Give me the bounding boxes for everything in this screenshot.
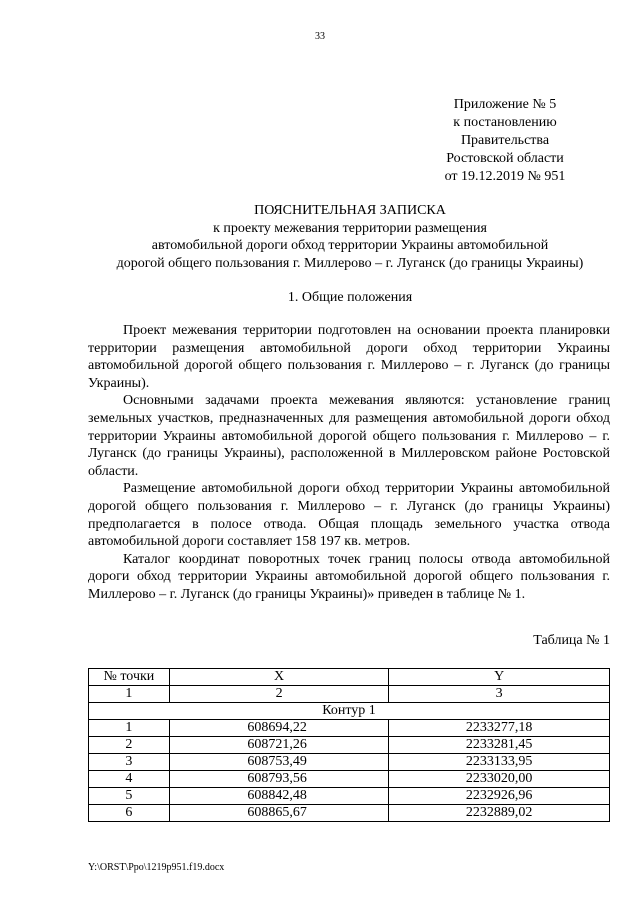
header-x: X: [169, 669, 389, 686]
x-coordinate: 608793,56: [169, 771, 389, 788]
y-coordinate: 2232926,96: [389, 788, 610, 805]
appendix-block: [400, 96, 610, 186]
paragraph: Проект межевания территории подготовлен на основании проекта планировки территории размещения автомобильной дороги обход территории Украины автомобильной дорогой общего пользования г. Миллерово – г. Луганск (до границы Украины).: [88, 323, 610, 391]
table-row: [89, 737, 610, 754]
column-number: 2: [169, 686, 389, 703]
column-number-row: [89, 686, 610, 703]
y-coordinate: 2233133,95: [389, 754, 610, 771]
table-row: [89, 720, 610, 737]
contour-label: Контур 1: [89, 703, 610, 720]
table-row: [89, 771, 610, 788]
y-coordinate: 2233277,18: [389, 720, 610, 737]
document-title: [88, 202, 612, 272]
point-number: 5: [89, 788, 170, 805]
point-number: 1: [89, 720, 170, 737]
table-row: [89, 788, 610, 805]
x-coordinate: 608842,48: [169, 788, 389, 805]
title-line: автомобильной дороги обход территории Украины автомобильной: [151, 238, 549, 253]
y-coordinate: 2233020,00: [389, 771, 610, 788]
x-coordinate: 608753,49: [169, 754, 389, 771]
point-number: 2: [89, 737, 170, 754]
section-heading: 1. Общие положения: [287, 290, 413, 305]
table-row: [89, 805, 610, 822]
column-number: 3: [389, 686, 610, 703]
contour-row: [89, 703, 610, 720]
paragraph: Каталог координат поворотных точек границ полосы отвода автомобильной дороги обход территории Украины автомобильной дорогой общего пользования г. Миллерово – г. Луганск (до границы Украины)» приведен в таблице № 1.: [88, 551, 610, 602]
header-point-number: № точки: [89, 669, 170, 686]
y-coordinate: 2233281,45: [389, 737, 610, 754]
appendix-line: от 19.12.2019 № 951: [444, 169, 566, 184]
page-number: 33: [315, 31, 325, 42]
footer-file-path: Y:\ORST\Ppo\1219p951.f19.docx: [88, 862, 225, 873]
table-row: [89, 754, 610, 771]
table-caption: Таблица № 1: [533, 633, 610, 648]
column-number: 1: [89, 686, 170, 703]
title-heading: ПОЯСНИТЕЛЬНАЯ ЗАПИСКА: [254, 203, 446, 218]
body-text: [88, 322, 610, 604]
appendix-line: Ростовской области: [446, 151, 564, 166]
coordinates-table: [88, 668, 610, 822]
appendix-line: Правительства: [460, 133, 550, 148]
y-coordinate: 2232889,02: [389, 805, 610, 822]
point-number: 6: [89, 805, 170, 822]
table-header-row: [89, 669, 610, 686]
appendix-line: Приложение № 5: [453, 97, 557, 112]
appendix-line: к постановлению: [453, 115, 557, 130]
title-line: к проекту межевания территории размещения: [213, 220, 487, 236]
title-line: дорогой общего пользования г. Миллерово – г. Луганск (до границы Украины): [116, 255, 584, 271]
x-coordinate: 608865,67: [169, 805, 389, 822]
x-coordinate: 608721,26: [169, 737, 389, 754]
x-coordinate: 608694,22: [169, 720, 389, 737]
paragraph: Размещение автомобильной дороги обход территории Украины автомобильной дорогой общего пользования г. Миллерово – г. Луганск (до границы Украины) предполагается в полосе отвода. Общая площадь земельного участка отвода автомобильной дороги составляет 158 197 кв. метров.: [88, 481, 610, 550]
point-number: 3: [89, 754, 170, 771]
point-number: 4: [89, 771, 170, 788]
header-y: Y: [389, 669, 610, 686]
paragraph: Основными задачами проекта межевания являются: установление границ земельных участков, предназначенных для размещения автомобильной дороги обход территории Украины автомобильной дорогой общего пользования г. Миллерово – г. Луганск (до границы Украины), расположенной в Миллеровском районе Ростовской области.: [88, 393, 610, 479]
